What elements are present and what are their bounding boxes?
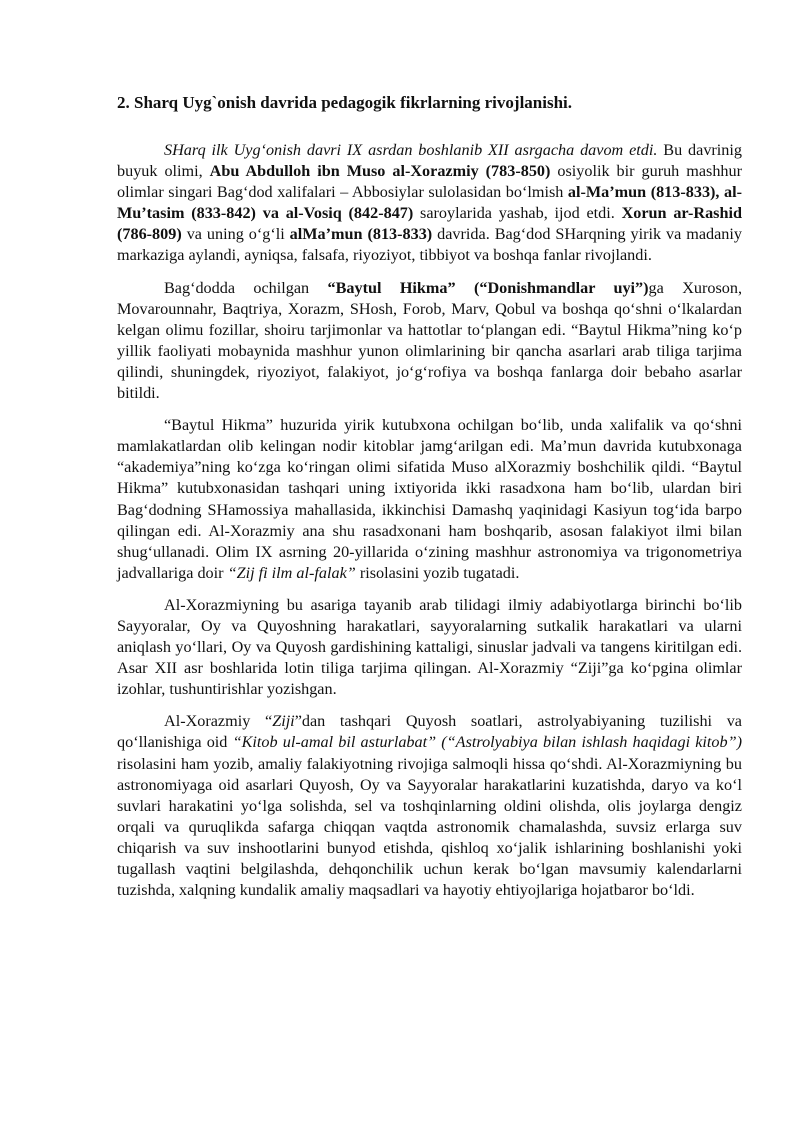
text-span: risolasini ham yozib, amaliy falakiyotning rivojiga salmoqli hissa qo‘shdi. Al-Xorazmiyning bu astronomiyaga oid asarlari Quyosh, Oy va Sayyoralar harakatlarini kuzatishda, daryo va ko‘l suvlari harakatini yo‘lga solishda, sel va toshqinlarning oldini olishda, olis joylarga dengiz orqali va quruqlikda safarga chiqqan vaqtda astronomik chamalashda, suvsiz erlarga suv chiqarish va suv inshootlarini bunyod etishda, qishloq xo‘jalik ishlarining boshlanishi yoki tugallash vaqtini belgilashda, dehqonchilik uchun kerak bo‘lgan mavsumiy kalendarlarni tuzishda, xalqning kundalik amaliy maqsadlari va hayotiy ehtiyojlariga hojatbaror bo‘ldi. [117, 754, 742, 900]
text-span: ga Xuroson, Movarounnahr, Baqtriya, Xorazm, SHosh, Forob, Marv, Qobul va boshqa qo‘shni o‘lkalardan kelgan olimu fozillar, shoiru tarjimonlar va hattotlar to‘plangan edi. “Baytul Hikma”ning ko‘p yillik faoliyati mobaynida mashhur yunon olimlarining bir qancha asarlari arab tiliga tarjima qilindi, shuningdek, riyoziyot, falakiyot, jo‘g‘rofiya va boshqa fanlarga doir bebaho asarlar bitildi. [117, 278, 742, 403]
paragraph-5 [117, 711, 742, 901]
text-span: al-Ma’mun (813-833), al-Mu’tasim (833-842) va al-Vosiq (842-847) [117, 183, 743, 223]
paragraph-1 [117, 140, 742, 267]
text-span: risolasini yozib tugatadi. [355, 563, 520, 582]
text-span: osiyolik bir guruh mashhur olimlar singari Bag‘dod xalifalari – Abbosiylar sulolasidan bo‘lmish [117, 162, 742, 202]
text-span: Bag‘dodda ochilgan [164, 278, 328, 297]
text-span: va uning o‘g‘li [181, 225, 290, 244]
text-span: Xorun ar-Rashid (786-809) [117, 204, 742, 244]
text-span: “Baytul Hikma” huzurida yirik kutubxona ochilgan bo‘lib, unda xalifalik va qo‘shni mamlakatlardan olib kelingan nodir kitoblar jamg‘arilgan edi. Ma’mun davrida kutubxonaga “akademiya”ning ko‘zga ko‘ringan olimi sifatida Muso alXorazmiy boshchilik qildi. “Baytul Hikma” kutubxonasidan tashqari uning ixtiyorida ikki rasadxona ham bo‘lib, ulardan biri Bag‘dodning SHamossiya mahallasida, ikkinchisi Damashq yaqinidagi Kasiyun tog‘ida barpo qilingan edi. Al-Xorazmiy ana shu rasadxonani ham boshqarib, asosan falakiyot ilmi bilan shug‘ullanadi. Olim IX asrning 20-yillarida o‘zining mashhur astronomiya va trigonometriya jadvallariga doir [117, 416, 742, 582]
text-span: Ziji [272, 712, 295, 731]
text-span: ”dan tashqari Quyosh soatlari, astrolyabiyaning tuzilishi va qo‘llanishiga oid [117, 712, 742, 752]
document-body [117, 92, 742, 912]
paragraph-2 [117, 278, 742, 405]
text-span: “Zij fi ilm al-falak” [227, 563, 356, 582]
paragraph-3 [117, 415, 742, 584]
text-span: Al-Xorazmiyning bu asariga tayanib arab tilidagi ilmiy adabiyotlarga birinchi bo‘lib Sayyoralar, Oy va Quyoshning harakatlari, sayyoralarning sutkalik harakatlari va ularni aniqlash yo‘llari, Oy va Quyosh gardishining kattaligi, sinuslar jadvali va tangens kiritilgan edi. Asar XII asr boshlarida lotin tiliga tarjima qilingan. Al-Xorazmiy “Ziji”ga ko‘pgina olimlar izohlar, tushuntirishlar yozishgan. [117, 595, 742, 699]
text-span: Al-Xorazmiy “ [164, 712, 273, 731]
text-span: Bu davrinig buyuk olimi, [117, 141, 742, 181]
text-span: “Kitob ul-amal bil asturlabat” (“Astrolyabiya bilan ishlash haqidagi kitob”) [232, 733, 743, 752]
text-span: SHarq ilk Uyg‘onish davri IX asrdan boshlanib XII asrgacha davom etdi. [164, 141, 658, 159]
text-span: davrida. Bag‘dod SHarqning yirik va madaniy markaziga aylandi, ayniqsa, falsafa, riyoziyot, tibbiyot va boshqa fanlar rivojlandi. [117, 225, 742, 265]
text-span: alMa’mun (813-833) [289, 225, 433, 244]
text-span: Abu Abdulloh ibn Muso al-Xorazmiy (783-850) [209, 162, 551, 181]
text-span: “Baytul Hikma” (“Donishmandlar uyi”) [327, 278, 649, 297]
paragraph-4 [117, 595, 742, 700]
text-span: saroylarida yashab, ijod etdi. [413, 204, 622, 223]
section-heading: 2. Sharq Uyg`onish davrida pedagogik fikrlarning rivojlanishi. [117, 93, 573, 112]
